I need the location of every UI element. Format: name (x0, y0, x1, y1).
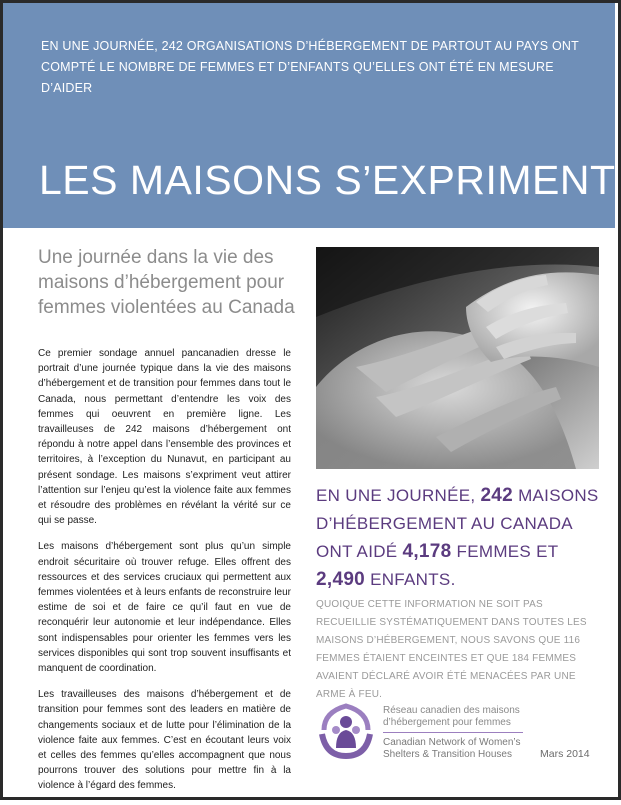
stat-children-count: 2,490 (316, 569, 366, 590)
body-paragraph: Les maisons d’hébergement sont plus qu’un simple endroit sécuritaire où trouver refuge. Elles offrent des ressources et des services cruciaux qui permettent aux femmes violentées et à leurs enfants de reconstruire leur estime de soi et de faire ce qu’il faut en vue de reconquérir leur autonomie et leur indépendance. Elles sont indispensables pour orienter les femmes vers les services disponibles qui sont trop souvent insuffisants et manquent de coordination. (38, 541, 291, 675)
network-name-en: Canadian Network of Women’s (383, 737, 521, 748)
header-banner (3, 3, 615, 228)
key-statistic (316, 482, 606, 594)
divider (383, 732, 523, 733)
stat-text: MAISONS D’HÉBERGEMENT AU CANADA ONT AIDÉ (316, 486, 599, 561)
footnote: QUOIQUE CETTE INFORMATION NE SOIT PAS RECUEILLIE SYSTÉMATIQUEMENT DANS TOUTES LES MAISONS D’HÉBERGEMENT, NOUS SAVONS QUE 116 FEMMES ÉTAIENT ENCEINTES ET QUE 184 FEMMES AVAIENT DÉCLARÉ AVOIR ÉTÉ MENACÉES PAR UNE ARME À FEU. (316, 599, 587, 700)
header-intro: EN UNE JOURNÉE, 242 ORGANISATIONS D’HÉBERGEMENT DE PARTOUT AU PAYS ONT COMPTÉ LE NOMBRE DE FEMMES ET D’ENFANTS QU’ELLES ONT ÉTÉ EN MESURE D’AIDER (41, 39, 579, 95)
body-paragraph: Les travailleuses des maisons d’hébergement et de transition pour femmes sont des leaders en matière de changements sociaux et de lutte pour l’élimination de la violence faite aux femmes. C’est en écoutant leurs voix et celles des femmes qu’elles accompagnent que nous pourrons trouver des solutions pour mettre fin à la violence à l’égard des femmes. (38, 689, 291, 792)
hands-photo (316, 247, 599, 469)
page-title: LES MAISONS S’EXPRIMENT (39, 157, 616, 203)
publication-date: Mars 2014 (540, 748, 590, 760)
stat-women-count: 4,178 (402, 541, 452, 562)
body-paragraph: Ce premier sondage annuel pancanadien dresse le portrait d’une journée typique dans la vie des maisons d’hébergement et de transition pour femmes dans tout le Canada, nous permettant d’entendre les voix des femmes qui oeuvrent en première ligne. Les travailleuses de 242 maisons d’hébergement ont répondu à notre appel dans l’ensemble des provinces et territoires, à l’exception du Nunavut, en participant au présent sondage. Les maisons s’expriment veut attirer l’attention sur l’enjeu qu’est la violence faite aux femmes et résoudre des problèmes en révélant la vérité sur ce qui se passe. (38, 348, 291, 527)
stat-text: ENFANTS. (365, 570, 456, 589)
stat-shelters-count: 242 (480, 485, 514, 506)
body-column (38, 346, 291, 805)
network-name-fr: d’hébergement pour femmes (383, 717, 511, 728)
network-name-en: Shelters & Transition Houses (383, 749, 512, 760)
network-logo-icon (316, 700, 376, 760)
network-name-fr: Réseau canadien des maisons (383, 705, 520, 716)
network-name (383, 705, 543, 761)
subtitle: Une journée dans la vie des maisons d’hébergement pour femmes violentées au Canada (38, 247, 295, 318)
stat-text: FEMMES ET (451, 542, 559, 561)
stat-text: EN UNE JOURNÉE, (316, 486, 481, 505)
